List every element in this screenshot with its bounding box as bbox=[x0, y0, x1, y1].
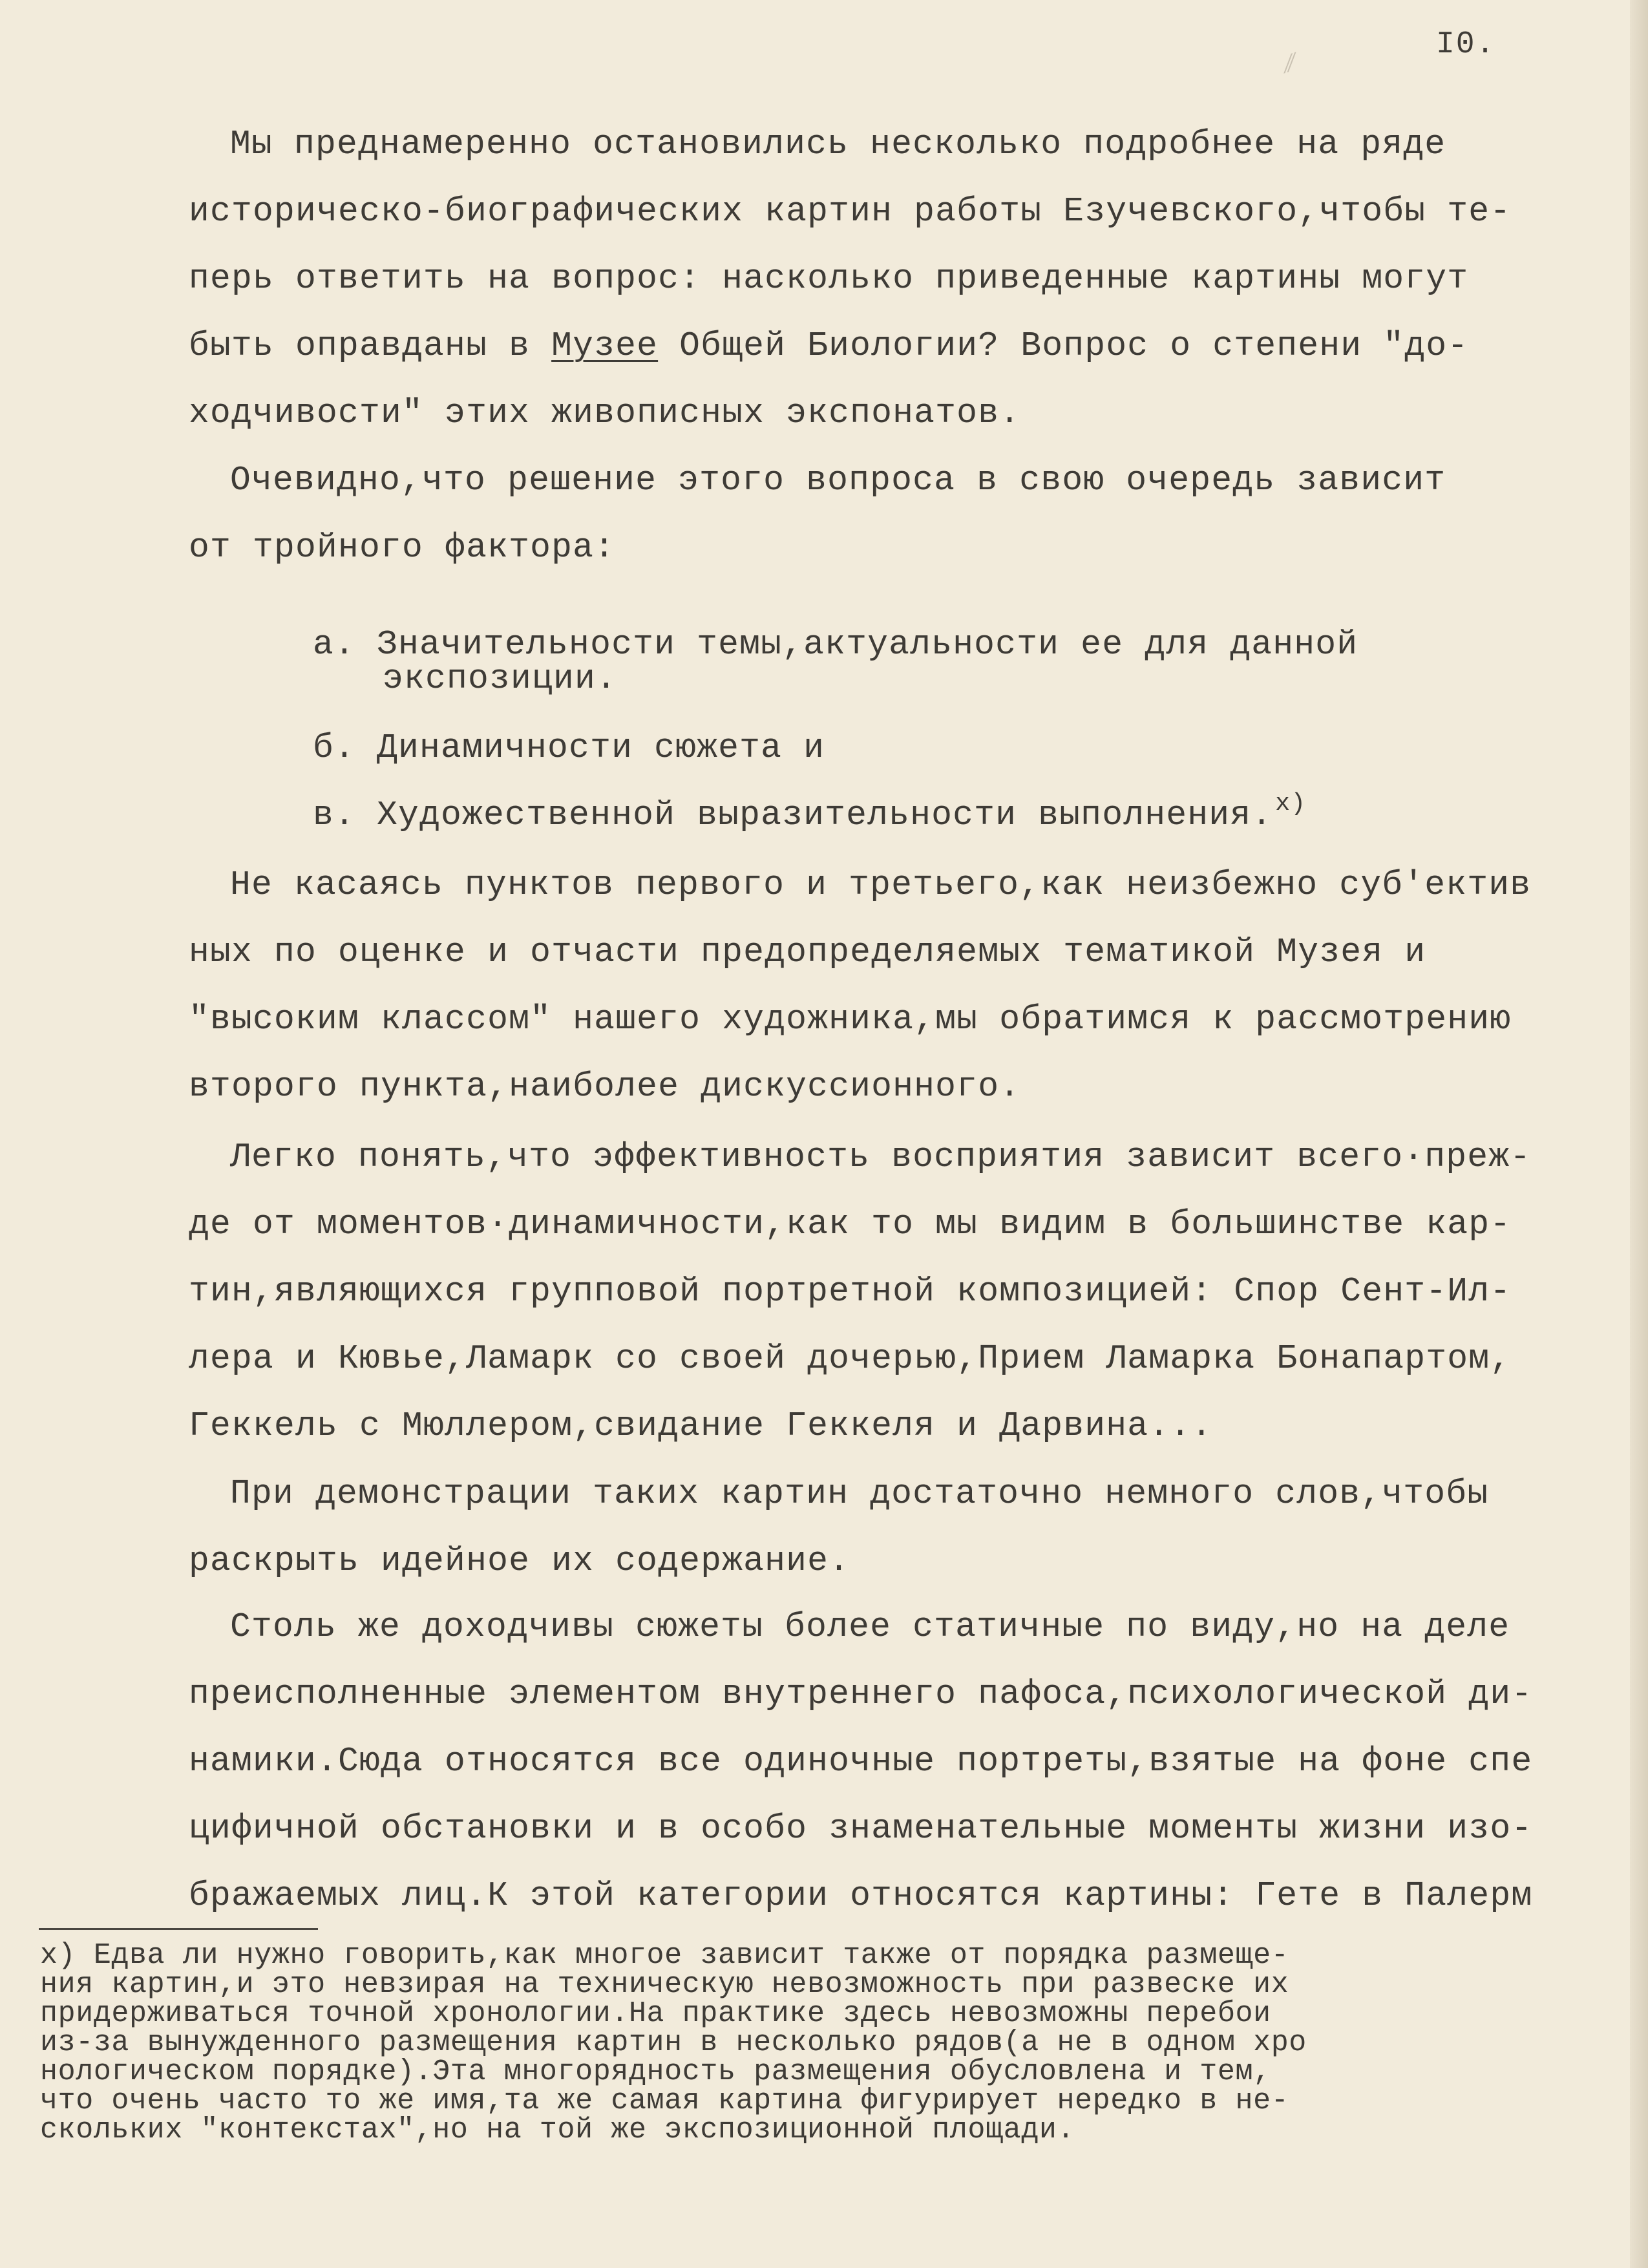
text-line: от тройного фактора: bbox=[189, 528, 616, 567]
text-line: преисполненные элементом внутреннего пафоса,психологической ди- bbox=[189, 1675, 1533, 1713]
list-item-b: б. Динамичности сюжета и bbox=[313, 728, 825, 767]
text-line: Геккель с Мюллером,свидание Геккеля и Дарвина... bbox=[189, 1406, 1213, 1445]
text-line: "высоким классом" нашего художника,мы обратимся к рассмотрению bbox=[189, 1000, 1512, 1039]
text-line: тин,являющихся групповой портретной композицией: Спор Сент-Ил- bbox=[189, 1272, 1512, 1311]
text-line: Не касаясь пунктов первого и третьего,как неизбежно суб'ектив bbox=[230, 865, 1532, 904]
list-item-c-text: в. Художественной выразительности выполнения. bbox=[313, 796, 1273, 834]
text-line: Мы преднамеренно остановились несколько подробнее на ряде bbox=[230, 125, 1446, 164]
text-line: цифичной обстановки и в особо знаменательные моменты жизни изо- bbox=[189, 1809, 1533, 1848]
list-item-a: а. Значительности темы,актуальности ее для данной bbox=[313, 625, 1358, 664]
text-line: ходчивости" этих живописных экспонатов. bbox=[189, 394, 1021, 432]
pencil-annotation: ⁄⁄ bbox=[1282, 50, 1298, 78]
page-number: I0. bbox=[1436, 27, 1496, 62]
text-line: раскрыть идейное их содержание. bbox=[189, 1542, 850, 1580]
text-line bbox=[189, 326, 1468, 365]
footnote-line: x) Едва ли нужно говорить,как многое зависит также от порядка размеще- bbox=[40, 1939, 1289, 1972]
text-line: ных по оценке и отчасти предопределяемых тематикой Музея и bbox=[189, 933, 1426, 971]
text-line: Легко понять,что эффективность восприятия зависит всего·преж- bbox=[230, 1138, 1532, 1176]
text-line: историческо-биографических картин работы Езучевского,чтобы те- bbox=[189, 192, 1512, 231]
list-item-c bbox=[313, 790, 1307, 834]
text-line: При демонстрации таких картин достаточно немного слов,чтобы bbox=[230, 1474, 1489, 1513]
list-item-a-cont: экспозиции. bbox=[383, 659, 618, 698]
footnote-marker: x) bbox=[1275, 790, 1307, 818]
text-line: второго пункта,наиболее дискуссионного. bbox=[189, 1067, 1021, 1106]
text-line: лера и Кювье,Ламарк со своей дочерью,Прием Ламарка Бонапартом, bbox=[189, 1339, 1512, 1378]
footnote-line: придерживаться точной хронологии.На практике здесь невозможны перебои bbox=[40, 1997, 1271, 2030]
footnote-line: нологическом порядке).Эта многорядность размещения обусловлена и тем, bbox=[40, 2055, 1271, 2088]
underlined-word: Музее bbox=[551, 326, 659, 365]
text-line: намики.Сюда относятся все одиночные портреты,взятые на фоне спе bbox=[189, 1742, 1533, 1781]
text-line: перь ответить на вопрос: насколько приведенные картины могут bbox=[189, 259, 1469, 298]
text-line: бражаемых лиц.К этой категории относятся картины: Гете в Палерм bbox=[189, 1876, 1533, 1915]
text-line: де от моментов·динамичности,как то мы видим в большинстве кар- bbox=[189, 1205, 1512, 1244]
footnote-line: что очень часто то же имя,та же самая картина фигурирует нередко в не- bbox=[40, 2084, 1289, 2117]
footnote-line: скольких "контекстах",но на той же экспозиционной площади. bbox=[40, 2114, 1075, 2146]
footnote-line: из-за вынужденного размещения картин в несколько рядов(а не в одном хро bbox=[40, 2026, 1307, 2059]
footnote-line: ния картин,и это невзирая на техническую невозможность при развеске их bbox=[40, 1968, 1289, 2001]
text-line: Столь же доходчивы сюжеты более статичные по виду,но на деле bbox=[230, 1607, 1510, 1646]
text-segment: быть оправданы в bbox=[189, 326, 552, 365]
text-segment: Общей Биологии? Вопрос о степени "до- bbox=[658, 326, 1469, 365]
text-line: Очевидно,что решение этого вопроса в свою очередь зависит bbox=[230, 461, 1446, 500]
footnote-divider bbox=[39, 1928, 318, 1930]
paper-edge bbox=[1630, 0, 1648, 2268]
